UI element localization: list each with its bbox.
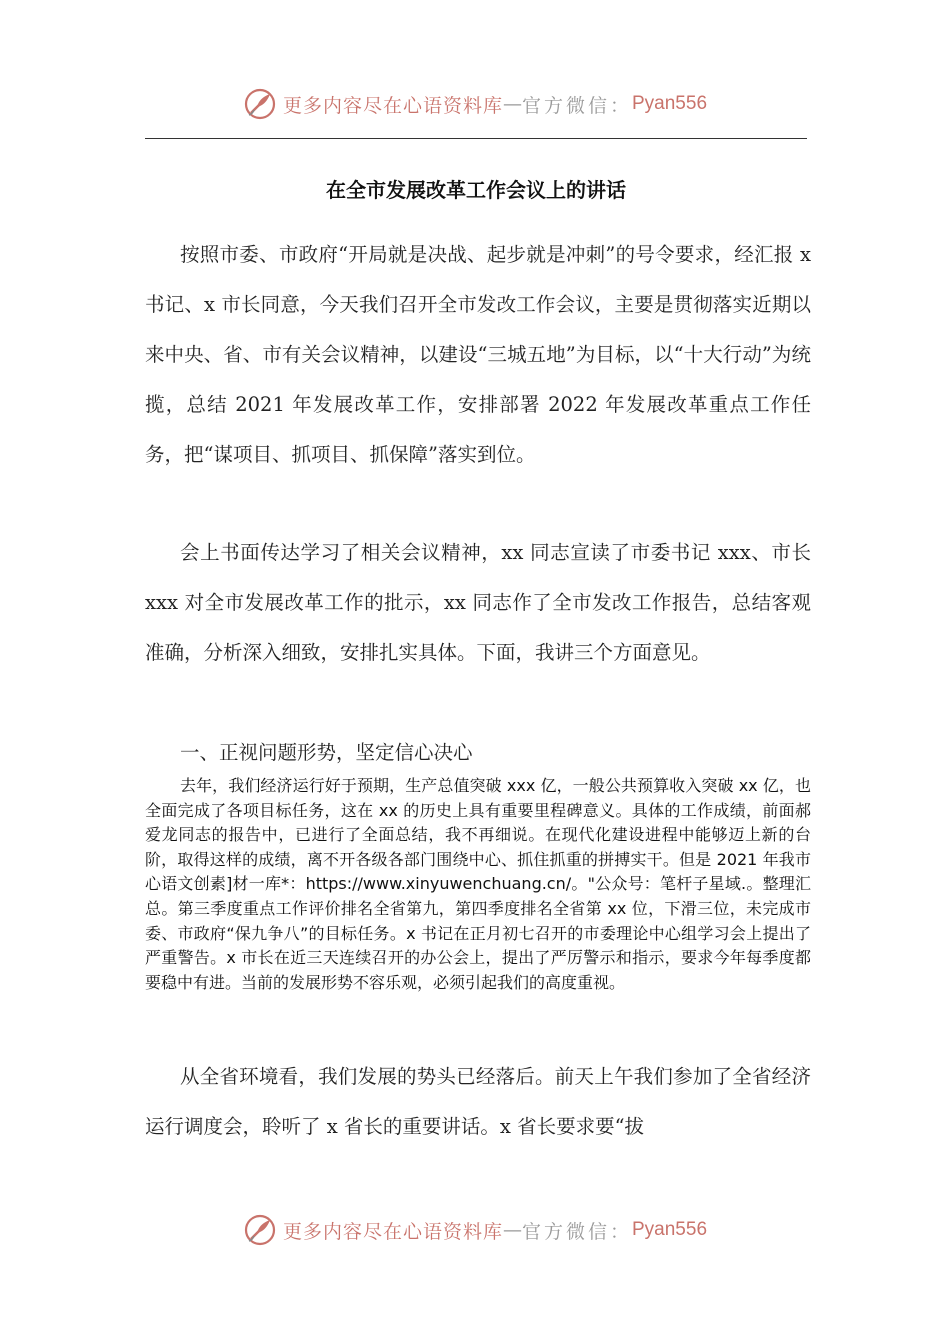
watermark-wechat-id: Pyan556 xyxy=(632,93,708,114)
watermark-separator: — xyxy=(502,93,522,115)
watermark-wechat-id: Pyan556 xyxy=(632,1219,708,1240)
paragraph-4: 从全省环境看，我们发展的势头已经落后。前天上午我们参加了全省经济运行调度会，聆听了 x 省长的重要讲话。x 省长要求要“拔 xyxy=(145,1065,811,1138)
watermark-label: 官方微信： xyxy=(521,1220,632,1243)
footer-watermark xyxy=(0,1208,950,1252)
paragraph-2: 会上书面传达学习了相关会议精神，xx 同志宣读了市委书记 xxx、市长 xxx 对全市发展改革工作的批示，xx 同志作了全市发改工作报告，总结客观准确，分析深入细致，安排扎实具体。下面，我讲三个方面意见。 xyxy=(145,541,811,664)
watermark-main-text: 更多内容尽在心语资料库 xyxy=(282,1220,503,1243)
header-watermark xyxy=(0,82,950,126)
quill-logo-icon xyxy=(243,1213,277,1247)
header-divider xyxy=(145,138,807,139)
quill-logo-icon xyxy=(243,87,277,121)
watermark-label: 官方微信： xyxy=(521,94,632,117)
paragraph-3: 去年，我们经济运行好于预期，生产总值突破 xxx 亿，一般公共预算收入突破 xx 亿，也全面完成了各项目标任务，这在 xx 的历史上具有重要里程碑意义。具体的工作成绩，前面郝爱龙同志的报告中，已进行了全面总结，我不再细说。在现代化建设进程中能够迈上新的台阶，取得这样的成绩，离不开各级各部门围绕中心、抓住抓重的拼搏实干。但是 2021 年我市心语文创素]材一库*：https://www.xinyuwenchuang.cn/。"公众号：笔杆子星域.。整理汇总。第三季度重点工作评价排名全省第九，第四季度排名全省第 xx 位，下滑三位，未完成市委、市政府“保九争八”的目标任务。x 书记在正月初七召开的市委理论中心组学习会上提出了严重警告。x 市长在近三天连续召开的办公会上，提出了严厉警示和指示，要求今年每季度都要稳中有进。当前的发展形势不容乐观，必须引起我们的高度重视。 xyxy=(145,776,811,992)
watermark-separator: — xyxy=(502,1219,522,1241)
document-title: 在全市发展改革工作会议上的讲话 xyxy=(326,178,626,202)
watermark-main-text: 更多内容尽在心语资料库 xyxy=(282,94,503,117)
section-heading-1: 一、正视问题形势，坚定信心决心 xyxy=(180,741,473,764)
paragraph-1: 按照市委、市政府“开局就是决战、起步就是冲刺”的号令要求，经汇报 x 书记、x 市长同意，今天我们召开全市发改工作会议，主要是贯彻落实近期以来中央、省、市有关会议精神，以建设“三城五地”为目标，以“十大行动”为统揽，总结 2021 年发展改革工作，安排部署 2022 年发展改革重点工作任务，把“谋项目、抓项目、抓保障”落实到位。 xyxy=(145,243,811,466)
